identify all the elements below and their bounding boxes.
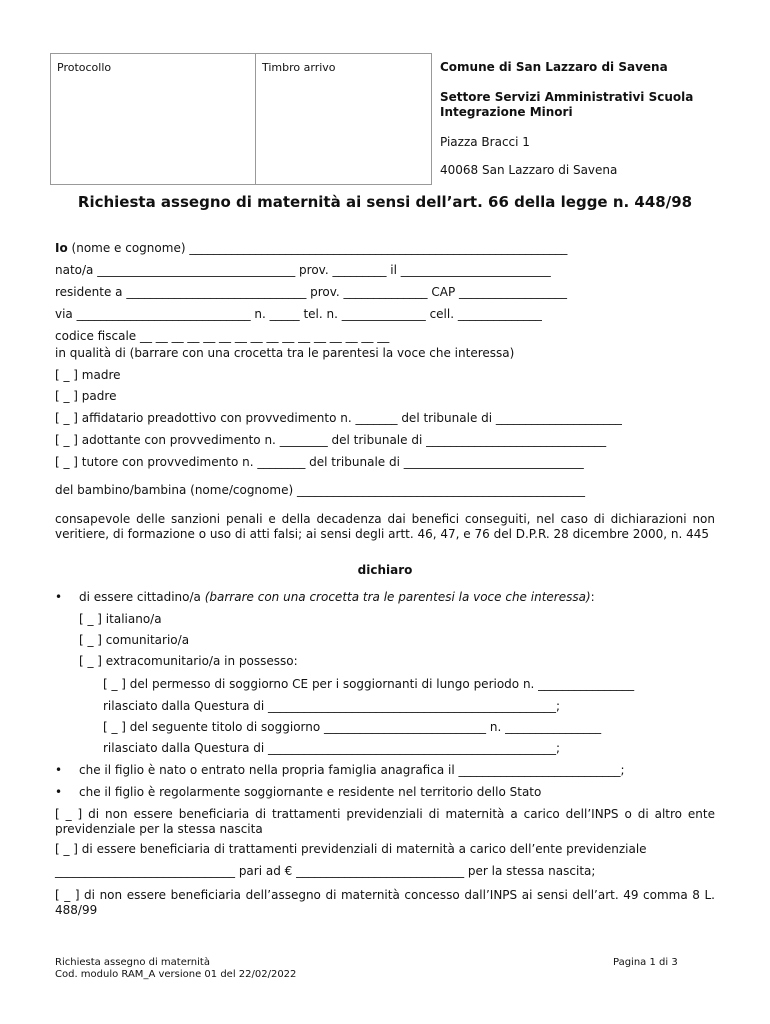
timbro-label: Timbro arrivo (262, 61, 336, 74)
non-beneficiaria-option[interactable]: [ _ ] di non essere beneficiaria di trattamenti previdenziali di maternità a carico dell’INPS o di altro ente previdenziale per la stessa nascita (55, 807, 715, 836)
bullet-figlio-sogg: • (55, 785, 63, 799)
io-line[interactable] (55, 241, 567, 255)
cittadino-colon: : (590, 590, 595, 604)
cittadino-line (79, 590, 595, 604)
qualita-line: in qualità di (barrare con una crocetta tra le parentesi la voce che interessa) (55, 346, 515, 360)
comune-name: Comune di San Lazzaro di Savena (440, 60, 668, 74)
io-field: (nome e cognome) _______________________________________________________________ (67, 241, 568, 255)
italiano-option[interactable]: [ _ ] italiano/a (79, 612, 162, 626)
affidatario-option[interactable]: [ _ ] affidatario preadottivo con provvedimento n. _______ del tribunale di _____________________ (55, 411, 622, 425)
non-assegno-option[interactable]: [ _ ] di non essere beneficiaria dell’assegno di maternità concesso dall’INPS ai sensi dell’art. 49 comma 8 L. 488/99 (55, 888, 715, 917)
footer-title: Richiesta assegno di maternità (55, 957, 210, 968)
protocollo-label: Protocollo (57, 61, 112, 74)
cittadino-instructions: (barrare con una crocetta tra le parentesi la voce che interessa) (204, 590, 591, 604)
header-table (50, 53, 716, 185)
cittadino-text: di essere cittadino/a (79, 590, 205, 604)
codice-fiscale-line[interactable]: codice fiscale __ __ __ __ __ __ __ __ __ __ __ __ __ __ __ __ (55, 329, 390, 343)
page-number: Pagina 1 di 3 (613, 957, 678, 968)
residente-line[interactable]: residente a ______________________________ prov. ______________ CAP __________________ (55, 285, 568, 299)
bullet-figlio-nato: • (55, 763, 63, 777)
bullet-cittadino: • (55, 590, 63, 604)
rilasciato-line-1[interactable]: rilasciato dalla Questura di ________________________________________________; (103, 699, 561, 713)
beneficiaria-option[interactable]: [ _ ] di essere beneficiaria di trattamenti previdenziali di maternità a carico dell’ente previdenziale (55, 842, 647, 856)
via-line[interactable]: via _____________________________ n. _____ tel. n. ______________ cell. ______________ (55, 307, 542, 321)
footer-code: Cod. modulo RAM_A versione 01 del 22/02/2022 (55, 969, 297, 980)
extracomunitario-option[interactable]: [ _ ] extracomunitario/a in possesso: (79, 654, 298, 668)
rilasciato-line-2[interactable]: rilasciato dalla Questura di ________________________________________________; (103, 741, 561, 755)
titolo-option[interactable]: [ _ ] del seguente titolo di soggiorno ___________________________ n. ________________ (103, 720, 602, 734)
nato-line[interactable]: nato/a _________________________________ prov. _________ il _________________________ (55, 263, 551, 277)
io-label: Io (55, 241, 68, 255)
adottante-option[interactable]: [ _ ] adottante con provvedimento n. ________ del tribunale di ______________________________ (55, 433, 607, 447)
document-title: Richiesta assegno di maternità ai sensi dell’art. 66 della legge n. 448/98 (77, 193, 693, 211)
padre-option[interactable]: [ _ ] padre (55, 389, 117, 403)
address: Piazza Bracci 1 (440, 135, 530, 149)
permesso-option[interactable]: [ _ ] del permesso di soggiorno CE per i soggiornanti di lungo periodo n. ________________ (103, 677, 635, 691)
pari-ad-line[interactable]: ______________________________ pari ad € ____________________________ per la stessa nascita; (55, 864, 596, 878)
settore-line-2: Integrazione Minori (440, 105, 573, 119)
city: 40068 San Lazzaro di Savena (440, 163, 618, 177)
protocollo-box (50, 53, 256, 185)
comunitario-option[interactable]: [ _ ] comunitario/a (79, 633, 190, 647)
consapevole-paragraph: consapevole delle sanzioni penali e della decadenza dai benefici conseguiti, nel caso di dichiarazioni non veritiere, di formazione o uso di atti falsi; ai sensi degli artt. 46, 47, e 76 del D.P.R. 28 dicembre 2000, n. 445 (55, 512, 715, 541)
timbro-box (255, 53, 432, 185)
figlio-soggiornante-line: che il figlio è regolarmente soggiornante e residente nel territorio dello Stato (79, 785, 542, 799)
dichiaro-heading: dichiaro (357, 563, 413, 577)
bambino-line[interactable]: del bambino/bambina (nome/cognome) ________________________________________________ (55, 483, 585, 497)
madre-option[interactable]: [ _ ] madre (55, 368, 121, 382)
figlio-nato-line[interactable]: che il figlio è nato o entrato nella propria famiglia anagrafica il ___________________________; (79, 763, 625, 777)
settore-line-1: Settore Servizi Amministrativi Scuola (440, 90, 694, 104)
tutore-option[interactable]: [ _ ] tutore con provvedimento n. ________ del tribunale di ______________________________ (55, 455, 584, 469)
